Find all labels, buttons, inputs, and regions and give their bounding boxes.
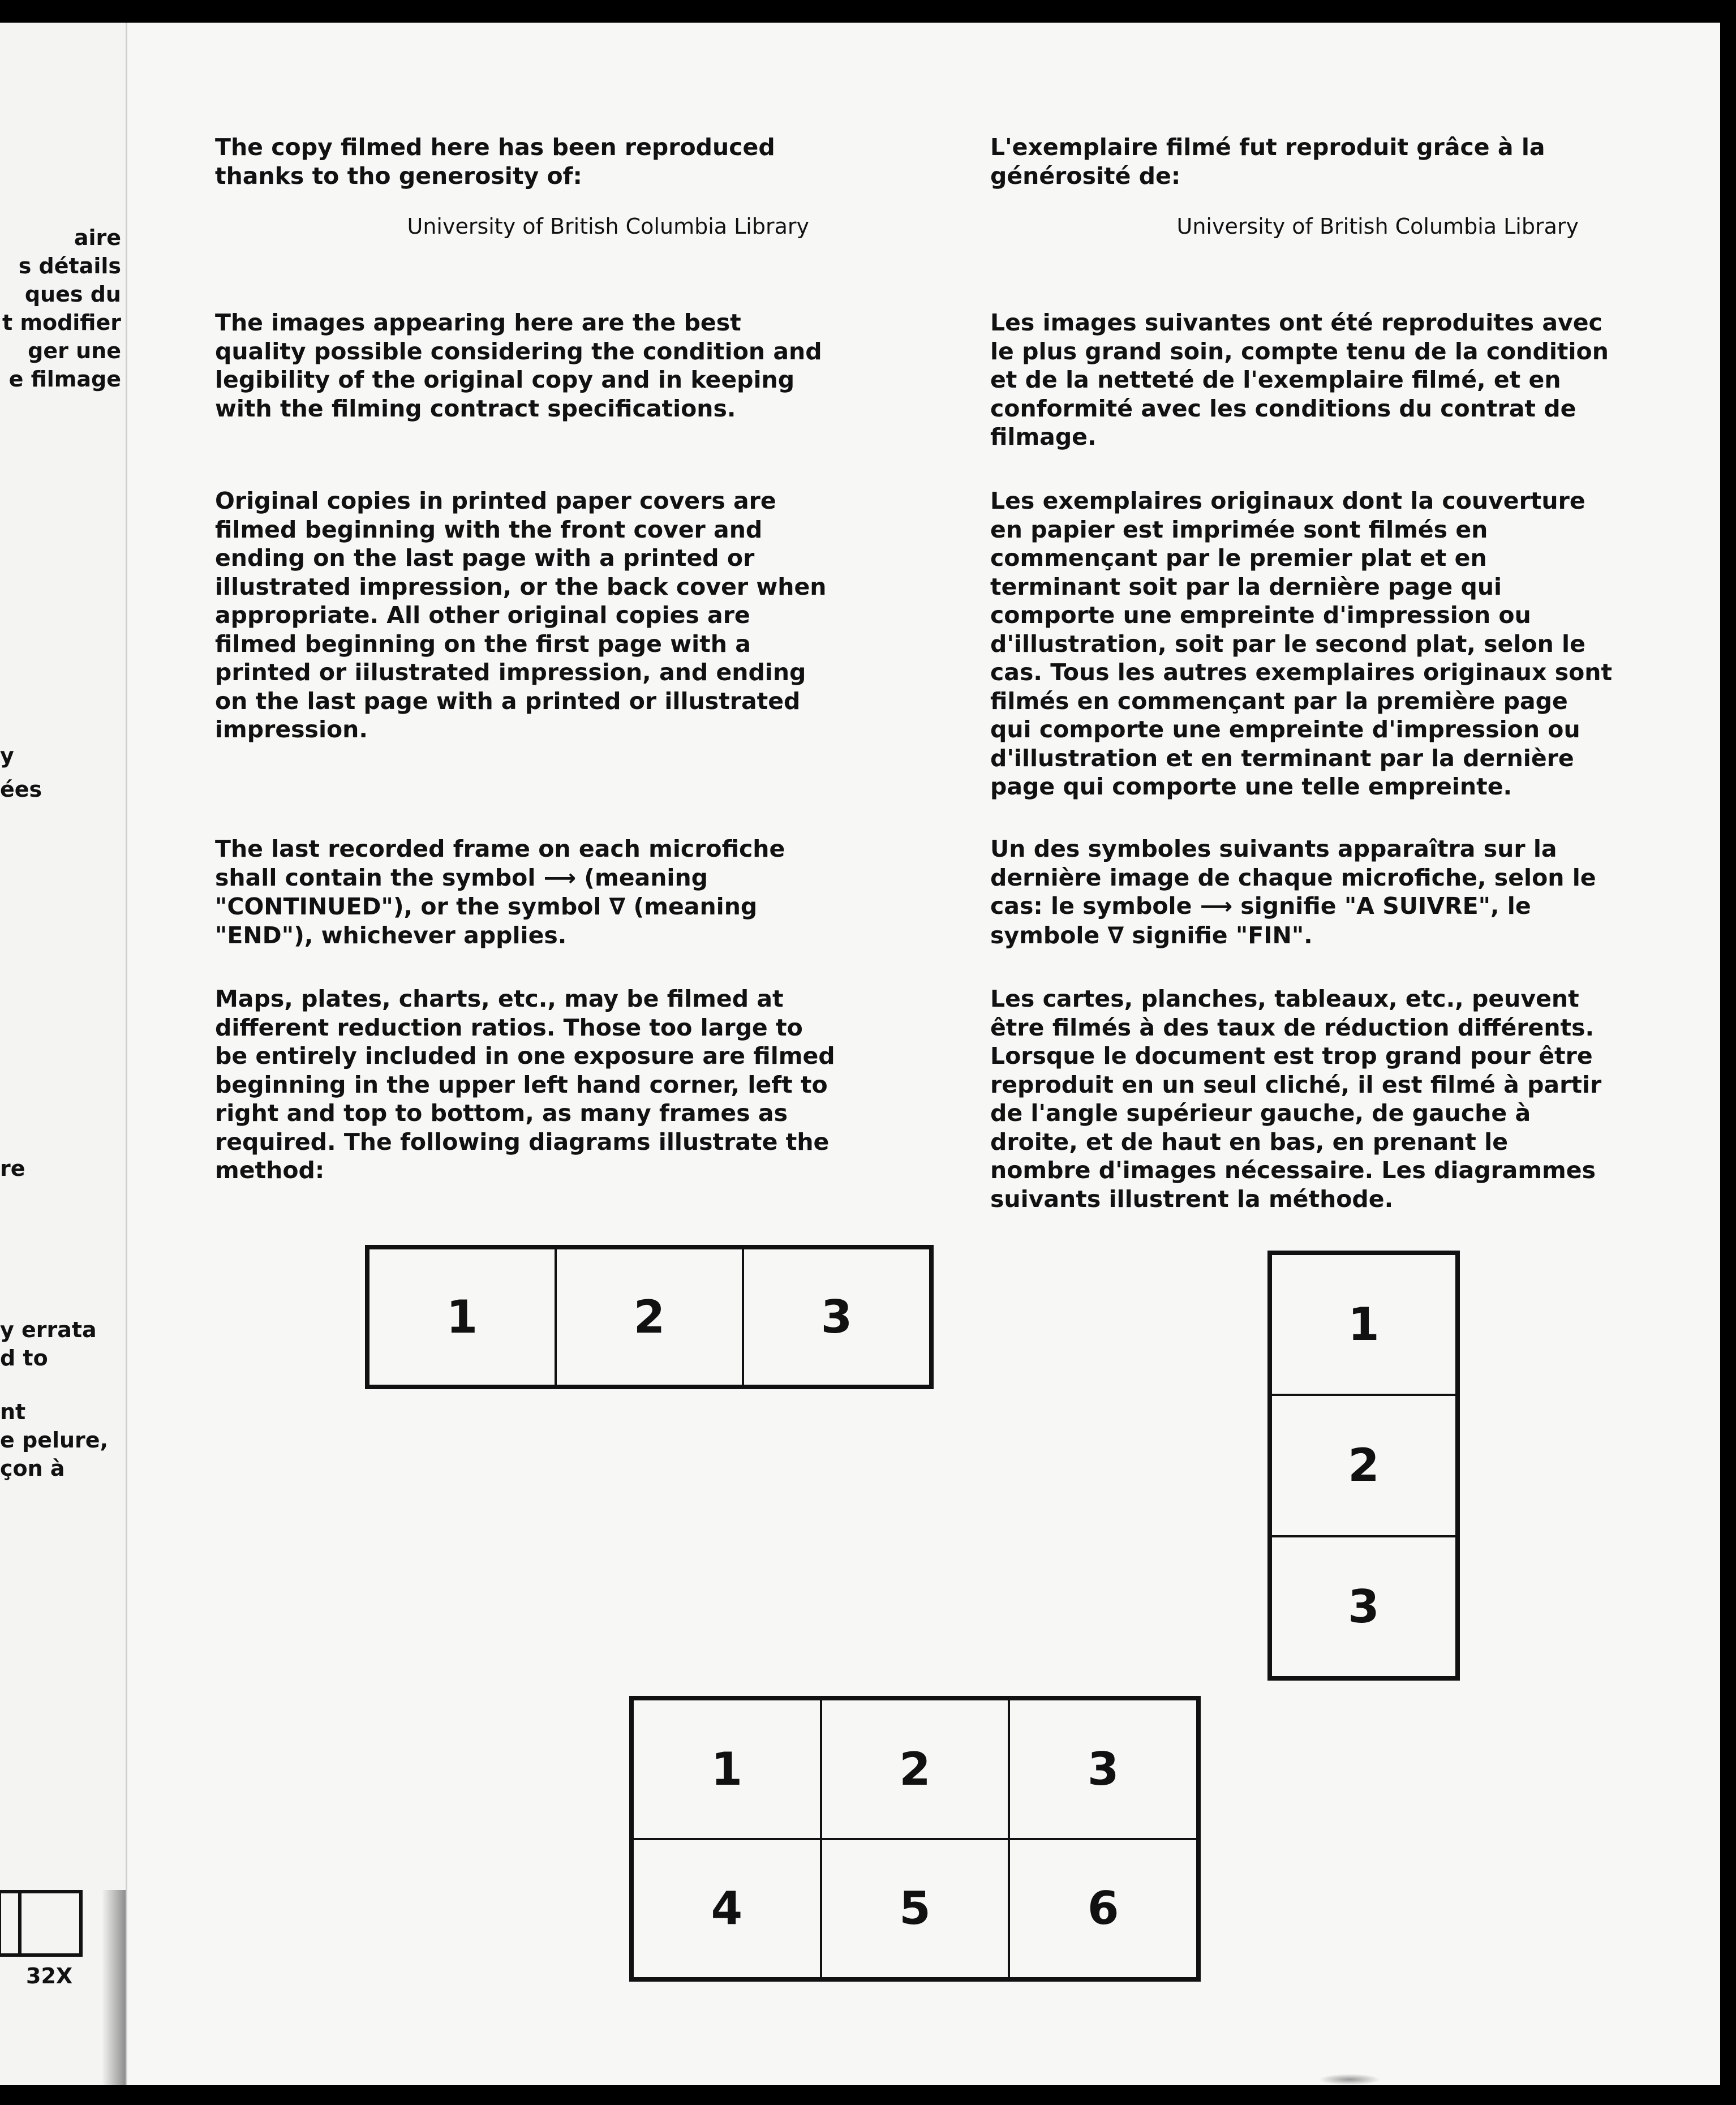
frame-cell: 5 <box>821 1839 1009 1979</box>
english-thanks-paragraph: The copy filmed here has been reproduced thanks to tho generosity of: <box>215 134 775 190</box>
strip-text-line: re <box>0 1156 25 1181</box>
grid-frames-diagram <box>629 1696 1201 1982</box>
film-speck <box>1318 2074 1381 2085</box>
frame-cell: 2 <box>556 1248 743 1386</box>
english-covers-paragraph: Original copies in printed paper covers are filmed beginning with the front cover and ending on the last page with a printed or illustrated impression, or the back cover when appropriate. All other original copies are filmed beginning on the first page with a printed or iilustrated impression, and ending on the last page with a printed or illustrated impression. <box>215 487 827 743</box>
english-symbols-text-a: The last recorded frame on each microfiche shall contain the symbol <box>215 835 785 891</box>
english-symbols-paragraph <box>215 835 837 950</box>
french-symbols-paragraph <box>990 835 1613 950</box>
target-box-divider <box>18 1893 22 1953</box>
strip-text-line: t modifier <box>2 310 121 335</box>
strip-text-line: ées <box>0 777 42 802</box>
frame-cell: 3 <box>1271 1536 1456 1677</box>
frame-cell: 1 <box>1271 1254 1456 1395</box>
french-maps-paragraph: Les cartes, planches, tableaux, etc., peuvent être filmés à des taux de réduction différents. Lorsque le document est trop grand pour être reproduit en un seul cliché, il est filmé à partir de l'angle supérieur gauche, de gauche à droite, et de haut en bas, en prenant le nombre d'images nécessaire. Les diagrammes suivants illustrent la méthode. <box>990 985 1602 1213</box>
horizontal-frames-diagram <box>365 1245 934 1389</box>
french-library-name: University of British Columbia Library <box>1176 214 1579 239</box>
left-page-strip <box>0 23 127 2085</box>
frame-cell: 2 <box>821 1699 1009 1839</box>
strip-text-line: s détails <box>18 254 121 278</box>
strip-text-line: ques du <box>24 282 121 307</box>
end-triangle-icon: ∇ <box>609 893 626 920</box>
french-symbols-text-c: signifie "FIN". <box>1124 921 1313 949</box>
strip-text-line: e filmage <box>8 367 121 392</box>
frame-cell: 4 <box>633 1839 821 1979</box>
strip-text-line: ger une <box>28 338 121 363</box>
suivre-arrow-icon: ⟶ <box>1200 893 1233 920</box>
microfiche-page <box>0 23 1720 2085</box>
english-quality-paragraph: The images appearing here are the best quality possible considering the condition and legibility of the original copy and in keeping with the filming contract specifications. <box>215 309 822 422</box>
vertical-frames-diagram <box>1267 1251 1460 1681</box>
frame-cell: 3 <box>1009 1699 1197 1839</box>
frame-cell: 1 <box>368 1248 556 1386</box>
frame-cell: 3 <box>743 1248 930 1386</box>
english-symbols-text-c: (meaning "END"), whichever applies. <box>215 893 758 949</box>
french-symbols-text-a: Un des symboles suivants apparaîtra sur la dernière image de chaque microfiche, selon le cas: le symbole <box>990 835 1596 920</box>
strip-text-line: çon à <box>0 1456 65 1481</box>
french-covers-paragraph: Les exemplaires originaux dont la couverture en papier est imprimée sont filmés en commençant par le premier plat et en terminant soit par la dernière page qui comporte une empreinte d'impression ou d'illustration, soit par le second plat, selon le cas. Tous les autres exemplaires originaux sont filmés en commençant par la première page qui comporte une empreinte d'impression ou d'illustration et en terminant par la dernière page qui comporte une telle empreinte. <box>990 487 1613 800</box>
frame-cell: 1 <box>633 1699 821 1839</box>
strip-text-line: y errata <box>0 1317 97 1342</box>
frame-cell: 6 <box>1009 1839 1197 1979</box>
binding-shadow <box>102 1890 127 2085</box>
english-maps-paragraph: Maps, plates, charts, etc., may be filmed at different reduction ratios. Those too large to be entirely included in one exposure are filmed beginning in the upper left hand corner, left to right and top to bottom, as many frames as required. The following diagrams illustrate the method: <box>215 985 835 1184</box>
french-symbols-text-b: signifie "A SUIVRE", le symbole <box>990 892 1531 949</box>
fin-triangle-icon: ∇ <box>1107 921 1124 949</box>
french-thanks-paragraph: L'exemplaire filmé fut reproduit grâce à la générosité de: <box>990 134 1545 190</box>
strip-text-line: d to <box>0 1346 48 1371</box>
english-symbols-text-b: (meaning "CONTINUED"), or the symbol <box>215 864 708 920</box>
strip-text-line: nt <box>0 1399 26 1424</box>
continued-arrow-icon: ⟶ <box>543 865 576 891</box>
strip-text-line: aire <box>74 225 121 250</box>
french-quality-paragraph: Les images suivantes ont été reproduites avec le plus grand soin, compte tenu de la condition et de la netteté de l'exemplaire filmé, et en conformité avec les conditions du contrat de filmage. <box>990 309 1609 450</box>
target-box <box>0 1890 83 1957</box>
reduction-label: 32X <box>26 1964 73 1988</box>
english-library-name: University of British Columbia Library <box>407 214 809 239</box>
strip-text-line: y <box>0 743 14 768</box>
strip-text-line: e pelure, <box>0 1428 109 1453</box>
frame-cell: 2 <box>1271 1395 1456 1536</box>
